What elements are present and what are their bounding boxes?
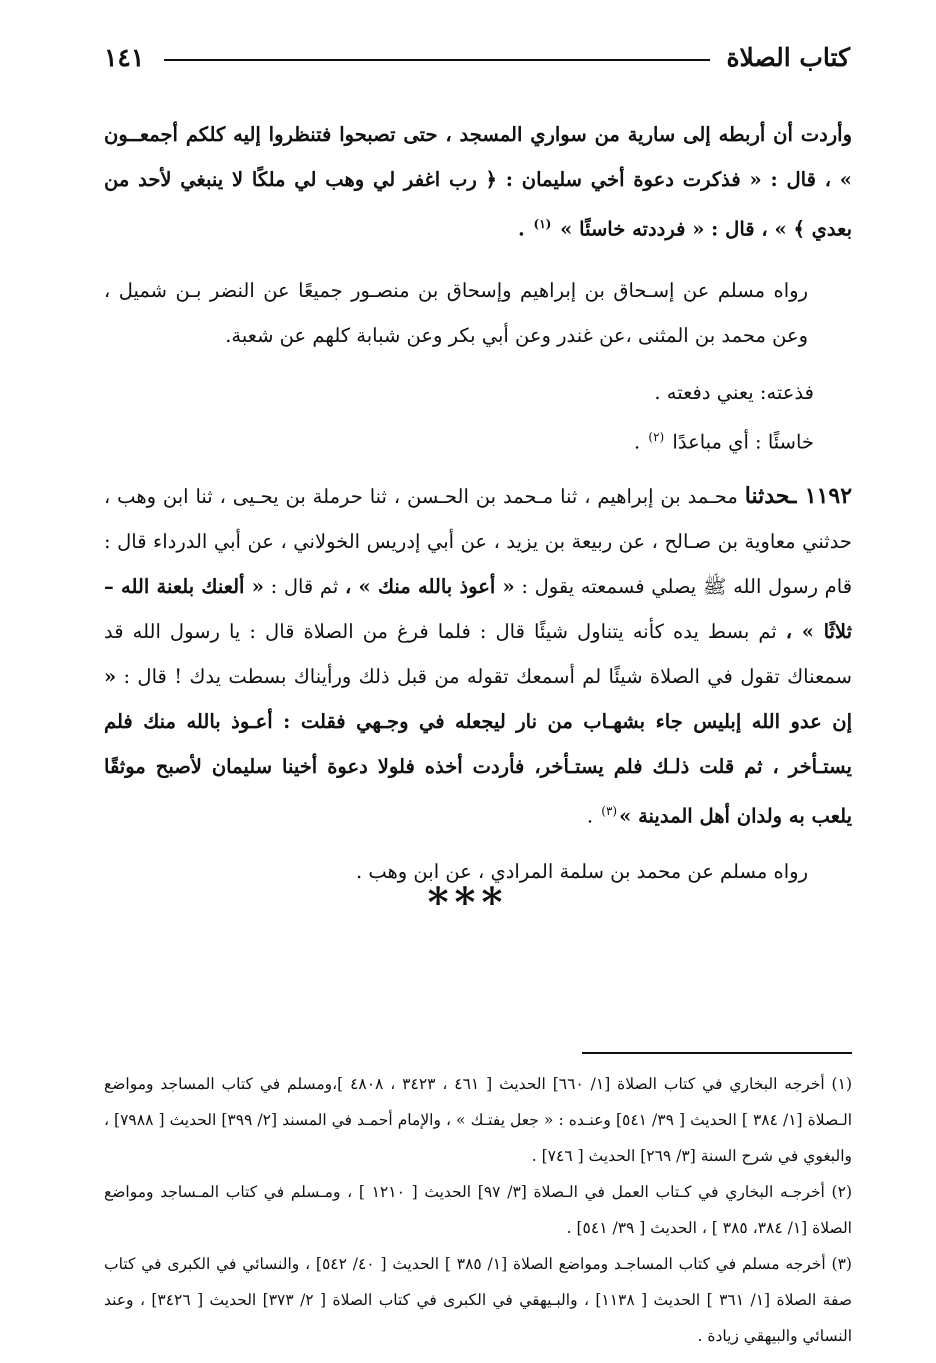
footnote-text: أخرجـه البخاري في كـتاب العمل في الـصلاة [٣/ ٩٧] الحديث [ ١٢١٠ ] ، ومـسلم في كتاب المـساجد ومواضع الصلاة [١/ ٣٨٤، ٣٨٥ ] ، الحديث [ ٣٩/ ٥٤١] .	[104, 1183, 852, 1237]
page-header	[104, 38, 850, 78]
section-separator: ***	[427, 879, 509, 926]
footnote-text: أخرجه مسلم في كتاب المساجـد ومواضع الصلاة [١/ ٣٨٥ ] الحديث [ ٤٠/ ٥٤٢] ، والنسائي في الكبرى في كتاب صفة الصلاة [١/ ٣٦١ ] الحديث [ ١١٣٨] ، والبـيهقي في الكبرى في كتاب الصلاة [ ٢/ ٣٧٣] الحديث [ ٣٤٢٦] ، وعند النسائي والبيهقي زيادة .	[104, 1255, 852, 1345]
quote-2: « ألعنك بلعنة الله – ثلاثًا » ،	[104, 575, 852, 643]
gloss-line-2-text: خاسئًا : أي مباعدًا	[672, 430, 814, 453]
period: .	[633, 430, 641, 453]
main-text	[104, 112, 852, 894]
hadith-keyword: حدثنا	[744, 483, 790, 509]
gloss-line-1: فذعته: يعني دفعته .	[654, 380, 814, 404]
narrative-text: ثم بسط يده كأنه يتناول شيئًا قال : فلما فرغ من الصلاة قال : يا رسول الله قد سمعناك تقول في الصلاة شيئًا لم أسمعك تقوله من قبل ذلك ورأيناك بسطت يدك ! قال :	[104, 620, 852, 688]
footnote-rule	[582, 1052, 852, 1054]
header-rule	[164, 59, 710, 61]
hadith-1192	[104, 474, 852, 839]
hadith-number: ١١٩٢ ـ	[789, 483, 853, 509]
footnote-text: أخرجه البخاري في كتاب الصلاة [١/ ٦٦٠] الحديث [ ٤٦١ ، ٣٤٢٣ ، ٤٨٠٨ ]،ومسلم في كتاب المساجد ومواضع الـصلاة [١/ ٣٨٤ ] الحديث [ ٣٩/ ٥٤١] وعنـده : « جعل يفتـك » ، والإمام أحمـد في المسند [٢/ ٣٩٩] الحديث [ ٧٩٨٨] ، والبغوي في شرح السنة [٣/ ٢٦٩] الحديث [ ٧٤٦] .	[104, 1075, 853, 1165]
footnote-ref-2: (٢)	[648, 429, 665, 444]
footnote-1	[104, 1066, 852, 1174]
connector-1: ثم قال :	[270, 575, 339, 598]
quote-1: « أعوذ بالله منك » ،	[345, 575, 515, 598]
footnote-3	[104, 1246, 852, 1354]
narration-note-2: رواه مسلم عن محمد بن سلمة المرادي ، عن ابن وهب .	[355, 859, 808, 883]
footnote-number: (١)	[831, 1075, 852, 1093]
page-number: ١٤١	[104, 43, 145, 72]
quote-3: « إن عدو الله إبليس جاء بشهـاب من نار ليجعله في وجـهي فقلت : أعـوذ بالله منك فلم يستـأخر ، ثم قلت ذلـك فلم يستـأخر، فأردت أخذه فلولا دعوة أخينا سليمان لأصبح موثقًا يلعب به ولدان أهل المدينة »	[104, 665, 852, 828]
isnad-text: محـمد بن إبراهيم ، ثنا مـحمد بن الحـسن ، ثنا حرملة بن يحـيى ، ثنا ابن وهب ، حدثني معاوية بن صـالح ، عن ربيعة بن يزيد ، عن أبي إدريس الخولاني ، عن أبي الدرداء قال : قام رسول الله ﷺ يصلي فسمعته يقول :	[104, 485, 853, 598]
footnote-ref-1: (١)	[533, 217, 552, 231]
footnotes	[104, 1066, 852, 1354]
gloss-line-2	[104, 415, 852, 465]
hadith-continuation-text: وأردت أن أربطه إلى سارية من سواري المسجد ، حتى تصبحوا فتنظروا إليه كلكم أجمعــون » ، قال : « فذكرت دعوة أخي سليمان : ﴿ رب اغفر لي وهب لي ملكًا لا ينبغي لأحد من بعدي ﴾ » ، قال : « فرددته خاسئًا »	[104, 123, 852, 241]
running-title: كتاب الصلاة	[726, 43, 850, 72]
footnote-number: (٣)	[831, 1255, 852, 1273]
narration-note: رواه مسلم عن إسـحاق بن إبراهيم وإسحاق بن منصـور جميعًا عن النضر بـن شميل ، وعن محمد بن المثنى ،عن غندر وعن أبي بكر وعن شبابة كلهم عن شعبة.	[104, 278, 808, 347]
footnote-2	[104, 1174, 852, 1246]
footnote-number: (٢)	[831, 1183, 852, 1201]
hadith-continuation	[104, 112, 852, 252]
footnote-ref-3: (٣)	[601, 804, 618, 818]
period: .	[517, 217, 525, 241]
period: .	[586, 804, 594, 828]
